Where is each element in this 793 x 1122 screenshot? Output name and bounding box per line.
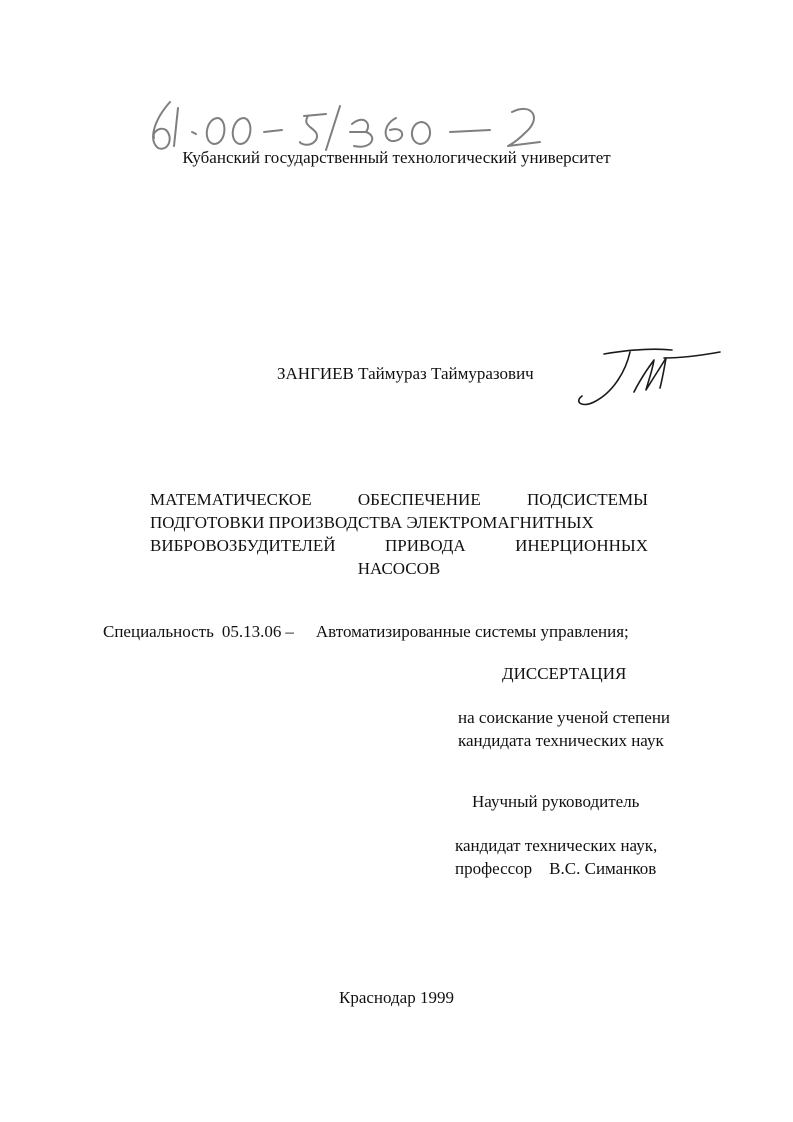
title-line-4: НАСОСОВ: [357, 559, 441, 578]
title-word: ПОДСИСТЕМЫ: [527, 490, 648, 509]
title-word: ВИБРОВОЗБУДИТЕЛЕЙ: [150, 536, 336, 555]
title-line-2: [150, 511, 648, 534]
author-name: ЗАНГИЕВ Таймураз Таймуразович: [277, 364, 534, 383]
title-line-3: [150, 534, 648, 557]
document-type: ДИССЕРТАЦИЯ: [502, 664, 627, 683]
title-word: МАТЕМАТИЧЕСКОЕ: [150, 490, 312, 509]
supervisor-line-2: профессор В.С. Симанков: [455, 859, 657, 878]
author-signature: [568, 336, 728, 412]
specialty-name: Автоматизированные системы управления;: [315, 622, 629, 641]
degree-line-1: на соискание ученой степени: [458, 708, 671, 727]
degree-block: [458, 706, 670, 752]
title-word: ИНЕРЦИОННЫХ: [515, 536, 648, 555]
place-and-year: Краснодар 1999: [339, 988, 454, 1007]
supervisor-block: [455, 834, 657, 880]
specialty-label: Специальность: [103, 622, 214, 641]
specialty-dash: –: [285, 622, 294, 641]
supervisor-line-1: кандидат технических наук,: [455, 836, 658, 855]
title-word: ОБЕСПЕЧЕНИЕ: [357, 490, 481, 509]
degree-line-2: кандидата технических наук: [458, 731, 664, 750]
specialty-code: 05.13.06: [221, 622, 282, 641]
dissertation-title: [150, 488, 648, 580]
supervisor-label: Научный руководитель: [472, 792, 640, 811]
title-text: ПОДГОТОВКИ ПРОИЗВОДСТВА ЭЛЕКТРОМАГНИТНЫХ: [150, 513, 594, 532]
title-word: ПРИВОДА: [385, 536, 466, 555]
title-line-1: [150, 488, 648, 511]
specialty-line: [103, 620, 629, 643]
university-name: Кубанский государственный технологический университет: [182, 148, 611, 167]
